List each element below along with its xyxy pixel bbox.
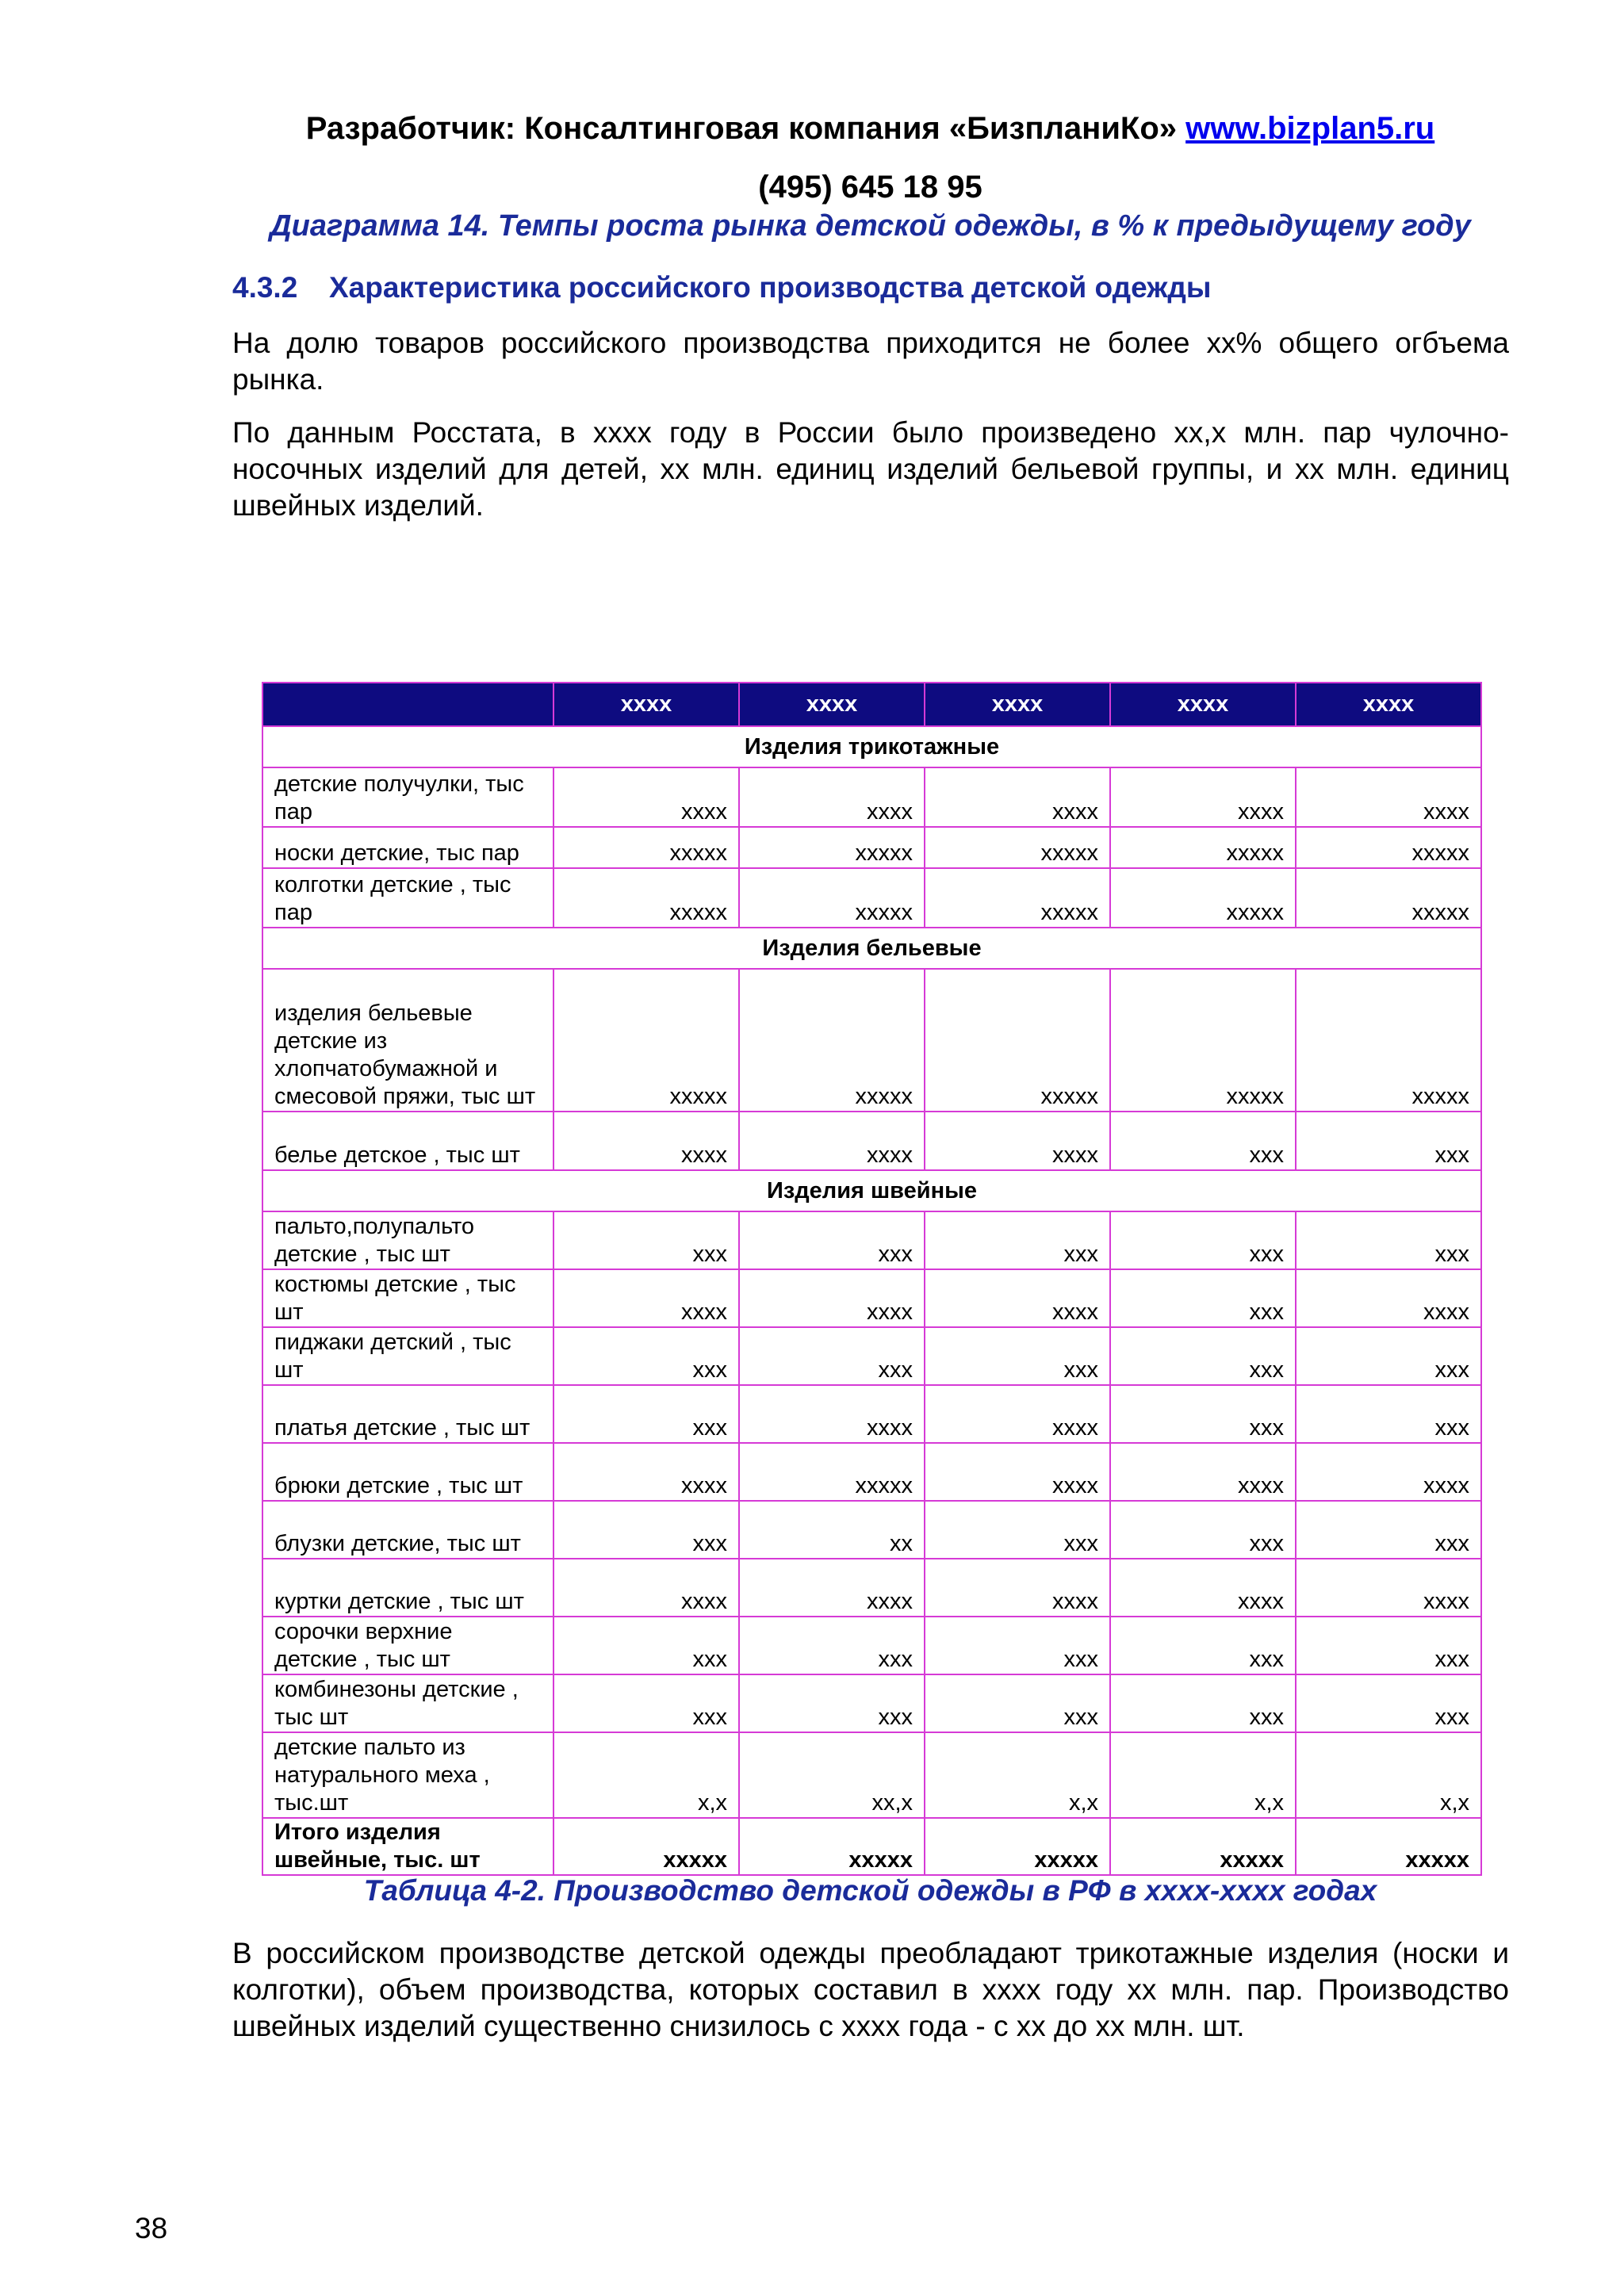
- column-header: хххх: [553, 683, 739, 726]
- cell-value: ххх: [739, 1327, 925, 1385]
- row-label: детские получулки, тыс пар: [262, 767, 553, 827]
- cell-value: ххххх: [925, 868, 1110, 928]
- cell-value: ххххх: [553, 969, 739, 1112]
- table-row: [262, 868, 1481, 928]
- cell-value: х,х: [1296, 1732, 1481, 1818]
- cell-value: ххх: [1296, 1501, 1481, 1559]
- total-value: ххххх: [925, 1818, 1110, 1875]
- row-label: изделия бельевые детские из хлопчатобумажной и смесовой пряжи, тыс шт: [262, 969, 553, 1112]
- cell-value: ххххх: [739, 1443, 925, 1501]
- cell-value: ххххх: [1110, 827, 1296, 868]
- cell-value: ххххх: [1110, 969, 1296, 1112]
- cell-value: хххх: [553, 1269, 739, 1327]
- paragraph-rosstat: По данным Росстата, в хххх году в России было произведено хх,х млн. пар чулочно-носочных изделий для детей, хх млн. единиц изделий бельевой группы, и хх млн. единиц швейных изделий.: [232, 416, 1509, 522]
- cell-value: ххх: [1110, 1385, 1296, 1443]
- table-row: [262, 827, 1481, 868]
- table-row: [262, 1732, 1481, 1818]
- cell-value: ххх: [553, 1327, 739, 1385]
- cell-value: ххх: [739, 1674, 925, 1732]
- cell-value: ххх: [553, 1501, 739, 1559]
- cell-value: хххх: [553, 1112, 739, 1170]
- row-label: сорочки верхние детские , тыс шт: [262, 1617, 553, 1674]
- cell-value: ххххх: [553, 868, 739, 928]
- cell-value: ххх: [739, 1617, 925, 1674]
- table-row: [262, 1501, 1481, 1559]
- group-title: Изделия швейные: [262, 1170, 1481, 1211]
- cell-value: ххх: [1296, 1327, 1481, 1385]
- cell-value: хххх: [925, 1385, 1110, 1443]
- cell-value: ххх: [553, 1211, 739, 1269]
- group-title: Изделия трикотажные: [262, 726, 1481, 767]
- cell-value: хххх: [739, 1559, 925, 1617]
- cell-value: х,х: [553, 1732, 739, 1818]
- cell-value: ххх: [1296, 1617, 1481, 1674]
- diagram-caption: Диаграмма 14. Темпы роста рынка детской одежды, в % к предыдущему году: [270, 209, 1471, 243]
- cell-value: ххх: [1296, 1211, 1481, 1269]
- paragraph-share: На долю товаров российского производства приходится не более хх% общего огбъема рынка.: [232, 327, 1509, 396]
- cell-value: ххх: [739, 1211, 925, 1269]
- row-label: костюмы детские , тыс шт: [262, 1269, 553, 1327]
- cell-value: хххх: [1110, 1559, 1296, 1617]
- column-header: хххх: [739, 683, 925, 726]
- paragraph-conclusion: В российском производстве детской одежды преобладают трикотажные изделия (носки и колготки), объем производства, которых составил в хххх году хх млн. пар. Производство швейных изделий существенно снизилось с хххх года - с хх до хх млн. шт.: [232, 1937, 1509, 2042]
- total-value: ххххх: [739, 1818, 925, 1875]
- group-header-row: [262, 726, 1481, 767]
- cell-value: ххх: [553, 1385, 739, 1443]
- table-row: [262, 1269, 1481, 1327]
- cell-value: ххх: [1296, 1674, 1481, 1732]
- total-label: Итого изделия швейные, тыс. шт: [262, 1818, 553, 1875]
- cell-value: ххх: [1296, 1385, 1481, 1443]
- cell-value: ххх: [1110, 1211, 1296, 1269]
- cell-value: хххх: [553, 1443, 739, 1501]
- cell-value: хххх: [925, 767, 1110, 827]
- cell-value: ххх: [925, 1617, 1110, 1674]
- table-row: [262, 1112, 1481, 1170]
- cell-value: ххххх: [553, 827, 739, 868]
- cell-value: хххх: [739, 1385, 925, 1443]
- cell-value: ххх: [553, 1674, 739, 1732]
- column-header: хххх: [925, 683, 1110, 726]
- table-caption: Таблица 4-2. Производство детской одежды в РФ в хххх-хххх годах: [363, 1874, 1377, 1907]
- cell-value: ххх: [1110, 1327, 1296, 1385]
- table-row: [262, 1674, 1481, 1732]
- cell-value: ххххх: [1110, 868, 1296, 928]
- table-row: [262, 1211, 1481, 1269]
- cell-value: ххх: [925, 1674, 1110, 1732]
- cell-value: ххххх: [1296, 827, 1481, 868]
- group-title: Изделия бельевые: [262, 928, 1481, 969]
- cell-value: хххх: [1296, 1443, 1481, 1501]
- cell-value: хххх: [1296, 767, 1481, 827]
- total-value: ххххх: [553, 1818, 739, 1875]
- cell-value: ххх: [1296, 1112, 1481, 1170]
- developer-label: Разработчик: Консалтинговая компания «БизпланиКо»: [305, 111, 1186, 146]
- cell-value: хххх: [925, 1112, 1110, 1170]
- cell-value: хххх: [1110, 767, 1296, 827]
- row-label: колготки детские , тыс пар: [262, 868, 553, 928]
- cell-value: хххх: [739, 1112, 925, 1170]
- cell-value: х,х: [925, 1732, 1110, 1818]
- total-value: ххххх: [1296, 1818, 1481, 1875]
- section-number: 4.3.2: [232, 271, 298, 304]
- table-row: [262, 969, 1481, 1112]
- cell-value: х,х: [1110, 1732, 1296, 1818]
- group-header-row: [262, 928, 1481, 969]
- table-header-row: [262, 683, 1481, 726]
- cell-value: ххх: [1110, 1269, 1296, 1327]
- page-number: 38: [135, 2212, 168, 2244]
- cell-value: ххххх: [739, 969, 925, 1112]
- cell-value: ххххх: [1296, 868, 1481, 928]
- cell-value: ххххх: [925, 969, 1110, 1112]
- table-row: [262, 1443, 1481, 1501]
- cell-value: ххх: [1110, 1674, 1296, 1732]
- column-header: хххх: [1110, 683, 1296, 726]
- cell-value: ххххх: [739, 827, 925, 868]
- total-row: [262, 1818, 1481, 1875]
- column-header: хххх: [1296, 683, 1481, 726]
- cell-value: ххх: [925, 1327, 1110, 1385]
- cell-value: ххххх: [1296, 969, 1481, 1112]
- cell-value: хххх: [925, 1443, 1110, 1501]
- site-link[interactable]: www.bizplan5.ru: [1185, 111, 1435, 146]
- cell-value: ххх: [1110, 1112, 1296, 1170]
- table-row: [262, 1385, 1481, 1443]
- cell-value: ххх: [925, 1211, 1110, 1269]
- row-label: пиджаки детский , тыс шт: [262, 1327, 553, 1385]
- cell-value: хххх: [925, 1559, 1110, 1617]
- cell-value: хххх: [1296, 1269, 1481, 1327]
- row-label: носки детские, тыс пар: [262, 827, 553, 868]
- header-phone: (495) 645 18 95: [758, 170, 982, 205]
- header-developer-line: [0, 111, 1624, 147]
- cell-value: хххх: [553, 1559, 739, 1617]
- row-label: брюки детские , тыс шт: [262, 1443, 553, 1501]
- row-label: детские пальто из натурального меха , тыс.шт: [262, 1732, 553, 1818]
- row-label: белье детское , тыс шт: [262, 1112, 553, 1170]
- production-table: [262, 682, 1482, 1876]
- cell-value: хх,х: [739, 1732, 925, 1818]
- total-value: ххххх: [1110, 1818, 1296, 1875]
- cell-value: хххх: [739, 1269, 925, 1327]
- cell-value: ххх: [553, 1617, 739, 1674]
- row-label: блузки детские, тыс шт: [262, 1501, 553, 1559]
- cell-value: ххх: [925, 1501, 1110, 1559]
- table-row: [262, 1559, 1481, 1617]
- section-heading: [232, 271, 1212, 304]
- cell-value: ххх: [1110, 1617, 1296, 1674]
- cell-value: ххх: [1110, 1501, 1296, 1559]
- row-label: платья детские , тыс шт: [262, 1385, 553, 1443]
- row-label: куртки детские , тыс шт: [262, 1559, 553, 1617]
- cell-value: хх: [739, 1501, 925, 1559]
- cell-value: хххх: [1110, 1443, 1296, 1501]
- row-label: пальто,полупальто детские , тыс шт: [262, 1211, 553, 1269]
- cell-value: ххххх: [739, 868, 925, 928]
- cell-value: хххх: [739, 767, 925, 827]
- column-header: [262, 683, 553, 726]
- cell-value: хххх: [1296, 1559, 1481, 1617]
- cell-value: хххх: [925, 1269, 1110, 1327]
- cell-value: хххх: [553, 767, 739, 827]
- group-header-row: [262, 1170, 1481, 1211]
- row-label: комбинезоны детские , тыс шт: [262, 1674, 553, 1732]
- cell-value: ххххх: [925, 827, 1110, 868]
- table-row: [262, 1327, 1481, 1385]
- table-row: [262, 1617, 1481, 1674]
- table-row: [262, 767, 1481, 827]
- section-title: Характеристика российского производства детской одежды: [329, 271, 1212, 304]
